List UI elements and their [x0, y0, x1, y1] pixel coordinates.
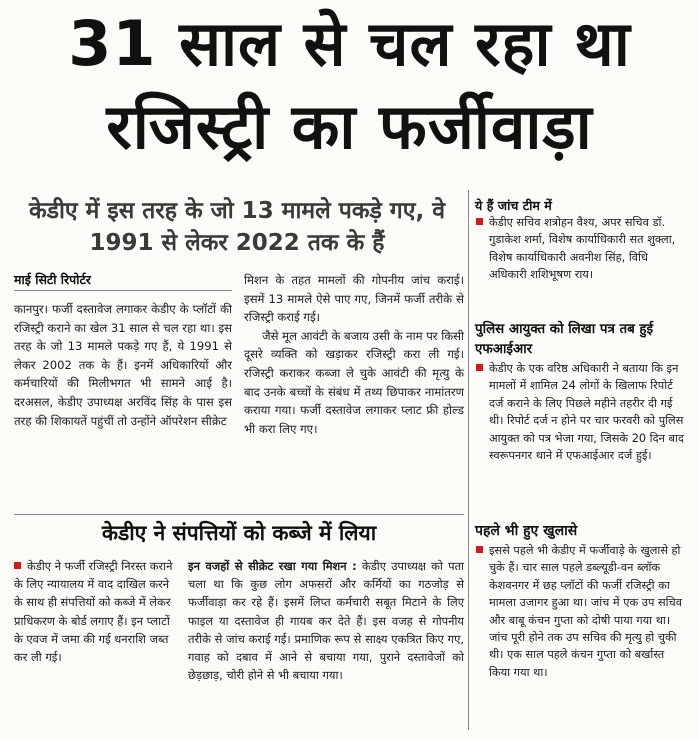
byline-rule	[14, 290, 232, 291]
sidebar-team	[475, 197, 687, 284]
sidebar-team-body	[475, 214, 687, 284]
sidebar-earlier-title: पहले भी हुए खुलासे	[475, 523, 578, 539]
property-text: केडीए ने फर्जी रजिस्ट्री निरस्त कराने के लिए न्यायालय में वाद दाखिल करने के साथ ही संपत्तियों को कब्जे में लेकर प्राधिकरण के बोर्ड लगाए हैं। इन प्लाटों के एवज में जमा की गई धनराशि जब्त कर ली गई।	[14, 559, 173, 665]
headline-line-2: रजिस्ट्री का फर्जीवाड़ा	[106, 90, 593, 163]
sidebar-fir-body	[475, 360, 687, 464]
sidebar-earlier-text: इससे पहले भी केडीए में फर्जीवाड़े के खुलासे हो चुके हैं। चार साल पहले डब्ल्यूडी-वन ब्लॉक केशवनगर में छह प्लॉटों की फर्जी रजिस्ट्री का मामला उजागर हुआ था। जांच में एक उप सचिव और बाबू कंचन गुप्ता को दोषी पाया गया था। जांच पूरी होने तक उप सचिव की मृत्यु हो चुकी थी। एक साल पहले कंचन गुप्ता को बर्खास्त किया गया था।	[489, 544, 682, 679]
sidebar-earlier-body	[475, 542, 687, 681]
property-text-block	[14, 557, 174, 666]
article-column-1	[14, 300, 232, 430]
red-bullet-icon	[476, 546, 483, 553]
article-text-col2b: जैसे मूल आवंटी के बजाय उसी के नाम पर किसी दूसरे व्यक्ति को खड़ाकर रजिस्ट्री करा ली गई। रजिस्ट्री कराकर कब्जा ले चुके आवंटी की मृत्यु के बाद उनके बच्चों के संबंध में तथ्य छिपाकर नामांतरण कराया गया। फर्जी दस्तावेज लगाकर प्लाट फ्री होल्ड भी करा लिए गए।	[244, 328, 464, 436]
sidebar-team-text: केडीए सचिव शत्रोहन वैश्य, अपर सचिव डॉ. गुडाकेश शर्मा, विशेष कार्याधिकारी सत शुक्ला, विशेष कार्याधिकारी अवनीश सिंह, विधि अधिकारी शशिभूषण राय।	[489, 216, 676, 282]
sidebar-fir	[475, 320, 687, 464]
sidebar-fir-text: केडीए के एक वरिष्ठ अधिकारी ने बताया कि इन मामलों में शामिल 24 लोगों के खिलाफ रिपोर्ट दर्ज कराने के लिए पिछले महीने तहरीर दी गई थी। रिपोर्ट दर्ज न होने पर चार फरवरी को पुलिस आयुक्त को पत्र भेजा गया, जिसके 20 दिन बाद स्वरूपनगर थाने में एफआईआर दर्ज हुई।	[489, 362, 684, 463]
column-divider	[468, 190, 469, 730]
article-text-col1: कानपुर। फर्जी दस्तावेज लगाकर केडीए के प्लॉटों की रजिस्ट्री कराने का खेल 31 साल से चल रहा था। इस तरह के जो 13 मामले पकड़े गए हैं, ये 1991 से लेकर 2002 तक के हैं। इनमें अधिकारियों और कर्मचारियों की मिलीभगत भी सामने आई है। दरअसल, केडीए उपाध्यक्ष अरविंद सिंह के पास इस तरह की शिकायतें पहुंचीं तो उन्होंने ऑपरेशन सीक्रेट	[14, 302, 232, 428]
red-bullet-icon	[14, 562, 21, 569]
red-bullet-icon	[476, 364, 483, 371]
red-bullet-icon	[476, 218, 483, 225]
byline: माई सिटी रिपोर्टर	[14, 272, 91, 287]
article-text-col2a: मिशन के तहत मामलों की गोपनीय जांच कराई। इसमें 13 मामले ऐसे पाए गए, जिनमें फर्जी तरीके से रजिस्ट्री कराई गई।	[244, 273, 464, 325]
secret-mission-block	[188, 557, 464, 684]
section-title-property: केडीए ने संपत्तियों को कब्जे में लिया	[101, 521, 377, 545]
secret-mission-lead: इन वजहों से सीक्रेट रखा गया मिशन :	[188, 559, 357, 573]
sidebar-fir-title: पुलिस आयुक्त को लिखा पत्र तब हुई एफआईआर	[475, 322, 654, 357]
article-column-2	[244, 271, 464, 438]
sidebar-team-title: ये हैं जांच टीम में	[475, 198, 552, 213]
headline-line-1: 31 साल से चल रहा था	[68, 7, 631, 80]
subheadline: केडीए में इस तरह के जो 13 मामले पकड़े गए, वे 1991 से लेकर 2022 तक के हैं	[28, 198, 446, 256]
section-top-rule	[14, 514, 464, 515]
sidebar-earlier	[475, 520, 687, 681]
secret-mission-text: केडीए उपाध्यक्ष को पता चला था कि कुछ लोग अफसरों और कर्मियों का गठजोड़ से फर्जीवाड़ा कर रहे हैं। इसमें लिप्त कर्मचारी सबूत मिटाने के लिए फाइल या दस्तावेज ही गायब कर देते हैं। इस वजह से गोपनीय तरीके से जांच कराई गई। प्रमाणिक रूप से साक्ष्य एकत्रित किए गए, गवाह को दबाव में आने से बचाया गया, पुराने दस्तावेजों को छेड़छाड़, चोरी होने से भी बचाया गया।	[188, 559, 465, 683]
